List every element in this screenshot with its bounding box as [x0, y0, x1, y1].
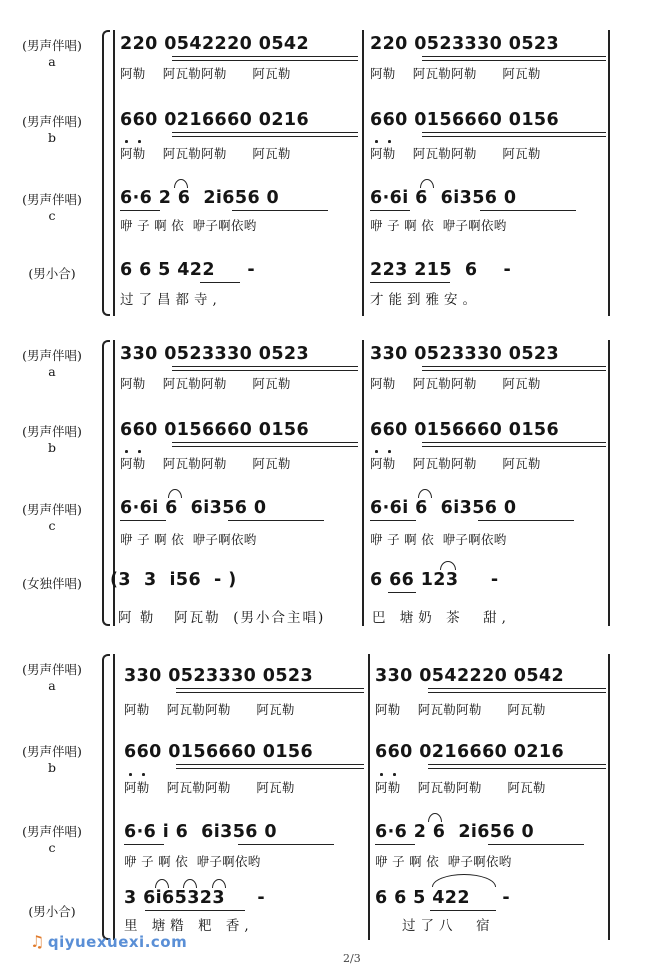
- underline: [200, 282, 240, 283]
- underline: [422, 442, 606, 443]
- lyric-line: 阿 勒 阿瓦勒 (男小合主唱): [118, 610, 326, 626]
- voice-label: (男声伴唱) c: [22, 192, 82, 223]
- middle-barline: [368, 654, 370, 940]
- underline: [422, 370, 606, 371]
- low-octave-dot: [393, 773, 396, 776]
- underline: [172, 370, 358, 371]
- tie-arc: [420, 179, 434, 188]
- tie-arc: [212, 879, 226, 888]
- lyric-line: 阿勒 阿瓦勒阿勒 阿瓦勒: [120, 376, 291, 391]
- tie-arc: [174, 179, 188, 188]
- low-octave-dot: [138, 450, 141, 453]
- voice-label: (男小合): [28, 904, 76, 919]
- underline: [428, 768, 606, 769]
- underline: [422, 132, 606, 133]
- underline: [176, 688, 364, 689]
- underline: [120, 210, 160, 211]
- notation-measure: 330 0523330 0523: [124, 666, 314, 686]
- lyric-line: 阿勒 阿瓦勒阿勒 阿瓦勒: [375, 702, 546, 717]
- underline: [422, 136, 606, 137]
- lyric-line: 阿勒 阿瓦勒阿勒 阿瓦勒: [370, 376, 541, 391]
- system-bracket: [102, 654, 110, 940]
- underline: [176, 692, 364, 693]
- tie-arc: [440, 561, 456, 570]
- voice-label: (男小合): [28, 266, 76, 281]
- end-barline: [608, 654, 610, 940]
- lyric-line: 过了昌都寺,: [120, 292, 222, 308]
- low-octave-dot: [388, 450, 391, 453]
- underline: [422, 60, 606, 61]
- underline: [370, 282, 450, 283]
- tie-arc: [418, 489, 432, 498]
- lyric-line: 咿 子 啊 依 咿子啊依哟: [370, 532, 507, 547]
- lyric-line: 咿 子 啊 依 咿子啊依哟: [370, 218, 507, 233]
- end-barline: [608, 340, 610, 626]
- lyric-line: 咿 子 啊 依 咿子啊依哟: [124, 854, 261, 869]
- notation-measure: 6·6 2 6 2i656 0: [375, 822, 535, 842]
- notation-measure: 660 0216660 0216: [120, 110, 310, 130]
- tie-arc: [428, 813, 442, 822]
- underline: [228, 520, 324, 521]
- underline: [172, 60, 358, 61]
- tie-arc: [168, 489, 182, 498]
- notation-measure: 6·6 i 6 6i356 0: [124, 822, 277, 842]
- underline: [422, 366, 606, 367]
- underline: [172, 446, 358, 447]
- notation-measure: 660 0156660 0156: [370, 420, 560, 440]
- underline: [428, 692, 606, 693]
- underline: [124, 844, 164, 845]
- voice-label: (男声伴唱) c: [22, 502, 82, 533]
- voice-label: (女独伴唱): [22, 576, 82, 591]
- low-octave-dot: [142, 773, 145, 776]
- lyric-line: 咿 子 啊 依 咿子啊依哟: [120, 532, 257, 547]
- low-octave-dot: [388, 140, 391, 143]
- notation-measure: 3 6i65323 -: [124, 888, 266, 908]
- underline: [428, 688, 606, 689]
- lyric-line: 咿 子 啊 依 咿子啊依哟: [120, 218, 257, 233]
- score-system-3: [0, 646, 659, 946]
- page-number: 2/3: [343, 952, 361, 965]
- underline: [232, 210, 328, 211]
- underline: [370, 210, 410, 211]
- underline: [430, 910, 496, 911]
- notation-measure: 6 66 123 -: [370, 570, 499, 590]
- voice-label: (男声伴唱) a: [22, 348, 82, 379]
- tie-arc: [155, 879, 169, 888]
- underline: [172, 132, 358, 133]
- notation-measure: 330 0523330 0523: [370, 344, 560, 364]
- score-system-2: [0, 332, 659, 632]
- underline: [120, 520, 166, 521]
- lyric-line: 阿勒 阿瓦勒阿勒 阿瓦勒: [375, 780, 546, 795]
- voice-label: (男声伴唱) b: [22, 114, 82, 145]
- voice-label: (男声伴唱) b: [22, 744, 82, 775]
- notation-measure: 6·6i 6 6i356 0: [120, 498, 267, 518]
- start-barline: [113, 654, 115, 940]
- voice-label: (男声伴唱) b: [22, 424, 82, 455]
- lyric-line: 过了八 宿: [402, 918, 495, 934]
- underline: [176, 764, 364, 765]
- lyric-line: 阿勒 阿瓦勒阿勒 阿瓦勒: [124, 702, 295, 717]
- score-system-1: [0, 22, 659, 322]
- notation-measure: 660 0156660 0156: [124, 742, 314, 762]
- notation-measure: 330 0523330 0523: [120, 344, 310, 364]
- underline: [172, 136, 358, 137]
- notation-measure: 330 0542220 0542: [375, 666, 565, 686]
- start-barline: [113, 30, 115, 316]
- lyric-line: 阿勒 阿瓦勒阿勒 阿瓦勒: [120, 146, 291, 161]
- underline: [488, 844, 584, 845]
- lyric-line: 阿勒 阿瓦勒阿勒 阿瓦勒: [120, 456, 291, 471]
- low-octave-dot: [129, 773, 132, 776]
- low-octave-dot: [375, 450, 378, 453]
- underline: [238, 844, 334, 845]
- underline: [176, 768, 364, 769]
- middle-barline: [362, 30, 364, 316]
- underline: [478, 520, 574, 521]
- tie-arc: [183, 879, 197, 888]
- notation-measure: 6 6 5 422 -: [120, 260, 256, 280]
- voice-label: (男声伴唱) a: [22, 38, 82, 69]
- lyric-line: 阿勒 阿瓦勒阿勒 阿瓦勒: [370, 66, 541, 81]
- notation-measure: 6·6i 6 6i356 0: [370, 498, 517, 518]
- notation-measure: (3 3 i56 - ): [110, 570, 237, 590]
- underline: [422, 446, 606, 447]
- low-octave-dot: [375, 140, 378, 143]
- underline: [388, 592, 416, 593]
- end-barline: [608, 30, 610, 316]
- voice-label: (男声伴唱) c: [22, 824, 82, 855]
- site-watermark: ♫ qiyuexuexi.com: [30, 932, 188, 951]
- notation-measure: 660 0216660 0216: [375, 742, 565, 762]
- notation-measure: 220 0542220 0542: [120, 34, 310, 54]
- lyric-line: 阿勒 阿瓦勒阿勒 阿瓦勒: [370, 146, 541, 161]
- low-octave-dot: [138, 140, 141, 143]
- underline: [172, 56, 358, 57]
- lyric-line: 阿勒 阿瓦勒阿勒 阿瓦勒: [124, 780, 295, 795]
- notation-measure: 6·6i 6 6i356 0: [370, 188, 517, 208]
- low-octave-dot: [380, 773, 383, 776]
- notation-measure: 660 0156660 0156: [120, 420, 310, 440]
- lyric-line: 才能到雅安。: [370, 292, 481, 308]
- underline: [172, 442, 358, 443]
- underline: [145, 910, 245, 911]
- underline: [375, 844, 415, 845]
- music-note-icon: ♫: [30, 932, 45, 951]
- notation-measure: 6 6 5 422 -: [375, 888, 511, 908]
- notation-measure: 220 0523330 0523: [370, 34, 560, 54]
- notation-measure: 223 215 6 -: [370, 260, 512, 280]
- underline: [370, 520, 416, 521]
- middle-barline: [362, 340, 364, 626]
- underline: [480, 210, 576, 211]
- underline: [428, 764, 606, 765]
- notation-measure: 6·6 2 6 2i656 0: [120, 188, 280, 208]
- notation-measure: 660 0156660 0156: [370, 110, 560, 130]
- underline: [422, 56, 606, 57]
- lyric-line: 阿勒 阿瓦勒阿勒 阿瓦勒: [120, 66, 291, 81]
- underline: [172, 366, 358, 367]
- lyric-line: 阿勒 阿瓦勒阿勒 阿瓦勒: [370, 456, 541, 471]
- system-bracket: [102, 340, 110, 626]
- voice-label: (男声伴唱) a: [22, 662, 82, 693]
- lyric-line: 里 塘糌 粑 香,: [124, 918, 254, 934]
- lyric-line: 巴 塘奶 茶 甜,: [372, 610, 511, 626]
- lyric-line: 咿 子 啊 依 咿子啊依哟: [375, 854, 512, 869]
- low-octave-dot: [125, 140, 128, 143]
- system-bracket: [102, 30, 110, 316]
- tie-arc: [432, 874, 496, 887]
- low-octave-dot: [125, 450, 128, 453]
